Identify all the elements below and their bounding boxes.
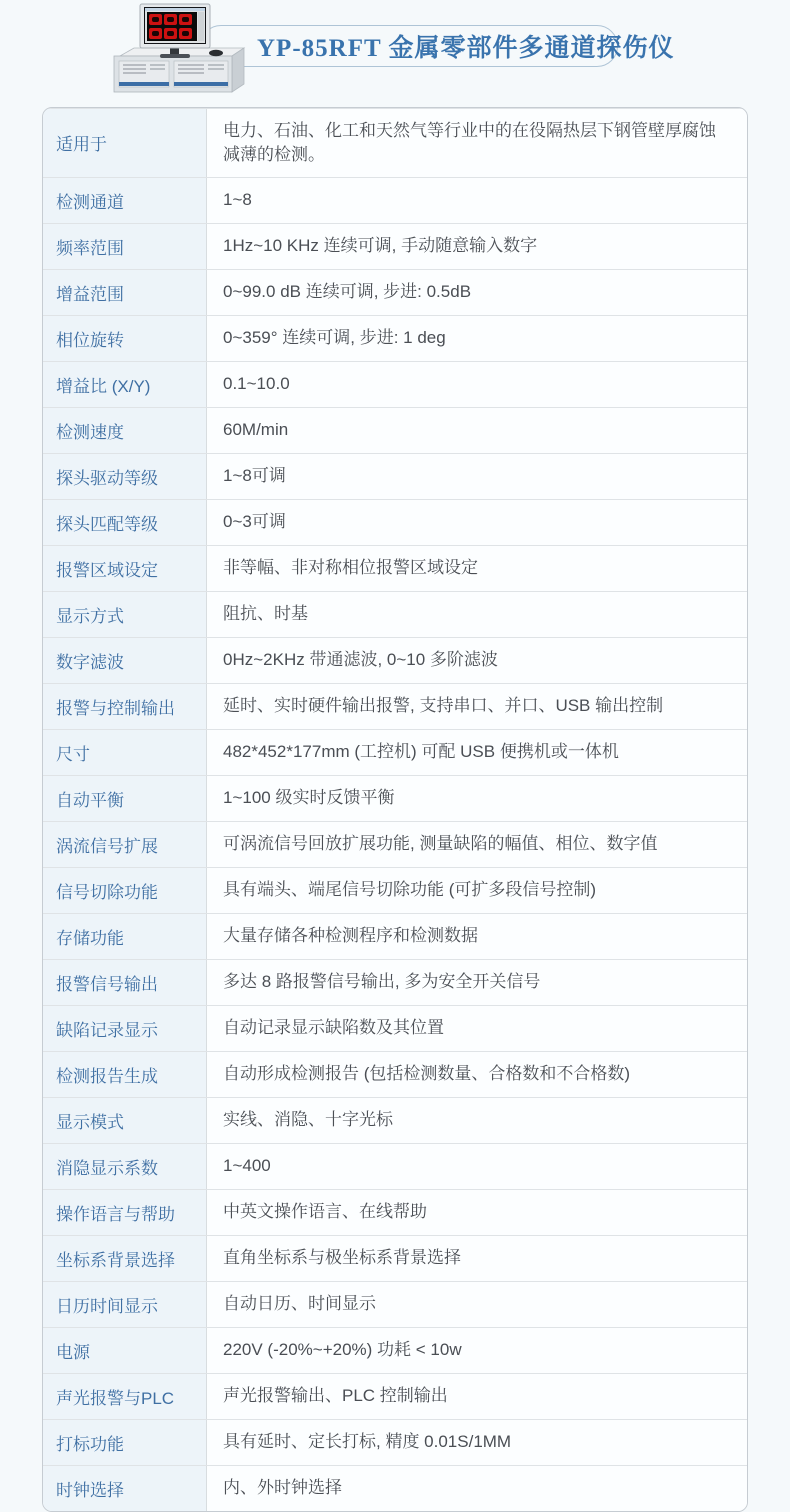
spec-value-cell (207, 868, 747, 913)
table-row (43, 867, 747, 913)
spec-value: 阻抗、时基 (223, 604, 308, 624)
spec-value-cell (207, 109, 747, 177)
table-row (43, 1235, 747, 1281)
table-row (43, 407, 747, 453)
spec-value: 0~359° 连续可调, 步进: 1 deg (223, 328, 446, 348)
spec-value-cell (207, 362, 747, 407)
table-row (43, 821, 747, 867)
spec-value: 延时、实时硬件输出报警, 支持串口、并口、USB 输出控制 (223, 696, 664, 716)
spec-value-cell (207, 1328, 747, 1373)
table-row (43, 1419, 747, 1465)
spec-label: 频率范围 (43, 224, 207, 269)
spec-label: 电源 (43, 1328, 207, 1373)
spec-label: 时钟选择 (43, 1466, 207, 1511)
table-row (43, 1189, 747, 1235)
spec-label: 数字滤波 (43, 638, 207, 683)
spec-label: 检测通道 (43, 178, 207, 223)
spec-value-cell (207, 914, 747, 959)
spec-label: 日历时间显示 (43, 1282, 207, 1327)
table-row (43, 1281, 747, 1327)
spec-value: 1~8可调 (223, 466, 286, 486)
spec-label: 相位旋转 (43, 316, 207, 361)
spec-label: 增益范围 (43, 270, 207, 315)
spec-value-cell (207, 1282, 747, 1327)
spec-value: 0~3可调 (223, 512, 286, 532)
spec-value-cell (207, 316, 747, 361)
spec-label: 探头匹配等级 (43, 500, 207, 545)
spec-value: 1~100 级实时反馈平衡 (223, 788, 395, 808)
table-row (43, 1097, 747, 1143)
spec-value-cell (207, 500, 747, 545)
table-row (43, 775, 747, 821)
spec-value: 多达 8 路报警信号输出, 多为安全开关信号 (223, 972, 541, 992)
spec-value-cell (207, 1374, 747, 1419)
spec-label: 适用于 (43, 109, 207, 177)
spec-value: 具有延时、定长打标, 精度 0.01S/1MM (223, 1432, 512, 1452)
spec-label: 涡流信号扩展 (43, 822, 207, 867)
spec-label: 坐标系背景选择 (43, 1236, 207, 1281)
table-row (43, 1327, 747, 1373)
spec-value: 0.1~10.0 (223, 374, 290, 394)
product-title-capsule (200, 25, 675, 67)
spec-label: 检测速度 (43, 408, 207, 453)
spec-label: 检测报告生成 (43, 1052, 207, 1097)
spec-value: 1Hz~10 KHz 连续可调, 手动随意输入数字 (223, 236, 538, 256)
spec-label: 操作语言与帮助 (43, 1190, 207, 1235)
table-row (43, 361, 747, 407)
spec-value: 0~99.0 dB 连续可调, 步进: 0.5dB (223, 282, 472, 302)
spec-value: 内、外时钟选择 (223, 1478, 342, 1498)
spec-value-cell (207, 270, 747, 315)
spec-value: 声光报警输出、PLC 控制输出 (223, 1386, 448, 1406)
spec-value-cell (207, 408, 747, 453)
spec-value: 自动日历、时间显示 (223, 1294, 376, 1314)
table-row (43, 269, 747, 315)
table-row (43, 637, 747, 683)
table-row (43, 1373, 747, 1419)
spec-value: 直角坐标系与极坐标系背景选择 (223, 1248, 461, 1268)
spec-value-cell (207, 592, 747, 637)
table-row (43, 315, 747, 361)
table-row (43, 1143, 747, 1189)
spec-label: 自动平衡 (43, 776, 207, 821)
spec-label: 信号切除功能 (43, 868, 207, 913)
spec-value: 中英文操作语言、在线帮助 (223, 1202, 427, 1222)
spec-label: 增益比 (X/Y) (43, 362, 207, 407)
table-row (43, 453, 747, 499)
spec-label: 缺陷记录显示 (43, 1006, 207, 1051)
spec-value: 0Hz~2KHz 带通滤波, 0~10 多阶滤波 (223, 650, 498, 670)
spec-value-cell (207, 776, 747, 821)
table-row (43, 959, 747, 1005)
spec-value-cell (207, 1466, 747, 1511)
spec-value-cell (207, 1098, 747, 1143)
spec-label: 显示模式 (43, 1098, 207, 1143)
spec-label: 存储功能 (43, 914, 207, 959)
table-row (43, 545, 747, 591)
spec-value-cell (207, 684, 747, 729)
spec-value: 60M/min (223, 420, 289, 440)
table-row (43, 1005, 747, 1051)
spec-value-cell (207, 1420, 747, 1465)
table-row (43, 223, 747, 269)
spec-value: 自动形成检测报告 (包括检测数量、合格数和不合格数) (223, 1064, 631, 1084)
spec-label: 报警信号输出 (43, 960, 207, 1005)
table-row (43, 1051, 747, 1097)
spec-value-cell (207, 960, 747, 1005)
spec-value-cell (207, 638, 747, 683)
spec-value-cell (207, 822, 747, 867)
spec-table (42, 107, 748, 1512)
spec-label: 打标功能 (43, 1420, 207, 1465)
spec-value: 自动记录显示缺陷数及其位置 (223, 1018, 444, 1038)
spec-value: 482*452*177mm (工控机) 可配 USB 便携机或一体机 (223, 742, 619, 762)
spec-value: 实线、消隐、十字光标 (223, 1110, 393, 1130)
table-row (43, 499, 747, 545)
table-row (43, 591, 747, 637)
spec-value: 220V (-20%~+20%) 功耗 < 10w (223, 1340, 462, 1360)
spec-label: 尺寸 (43, 730, 207, 775)
spec-label: 报警与控制输出 (43, 684, 207, 729)
spec-label: 声光报警与PLC (43, 1374, 207, 1419)
spec-value-cell (207, 178, 747, 223)
spec-value: 具有端头、端尾信号切除功能 (可扩多段信号控制) (223, 880, 597, 900)
spec-value: 可涡流信号回放扩展功能, 测量缺陷的幅值、相位、数字值 (223, 834, 658, 854)
page-title: YP-85RFT 金属零部件多通道探伤仪 (257, 35, 675, 62)
table-row (43, 913, 747, 959)
table-row (43, 1465, 747, 1511)
spec-value-cell (207, 546, 747, 591)
spec-value-cell (207, 1236, 747, 1281)
spec-value: 电力、石油、化工和天然气等行业中的在役隔热层下钢管壁厚腐蚀减薄的检测。 (223, 121, 716, 164)
spec-label: 报警区域设定 (43, 546, 207, 591)
spec-value-cell (207, 1144, 747, 1189)
table-row (43, 177, 747, 223)
spec-label: 消隐显示系数 (43, 1144, 207, 1189)
spec-label: 探头驱动等级 (43, 454, 207, 499)
spec-value: 1~8 (223, 190, 252, 210)
table-row (43, 729, 747, 775)
spec-value: 1~400 (223, 1156, 271, 1176)
spec-value: 大量存储各种检测程序和检测数据 (223, 926, 478, 946)
spec-value: 非等幅、非对称相位报警区域设定 (223, 558, 478, 578)
spec-value-cell (207, 454, 747, 499)
spec-value-cell (207, 730, 747, 775)
spec-value-cell (207, 1052, 747, 1097)
spec-value-cell (207, 1190, 747, 1235)
table-row (43, 683, 747, 729)
table-row (43, 108, 747, 177)
spec-value-cell (207, 1006, 747, 1051)
spec-label: 显示方式 (43, 592, 207, 637)
product-device-image (106, 2, 250, 100)
spec-value-cell (207, 224, 747, 269)
page-header (0, 0, 790, 105)
